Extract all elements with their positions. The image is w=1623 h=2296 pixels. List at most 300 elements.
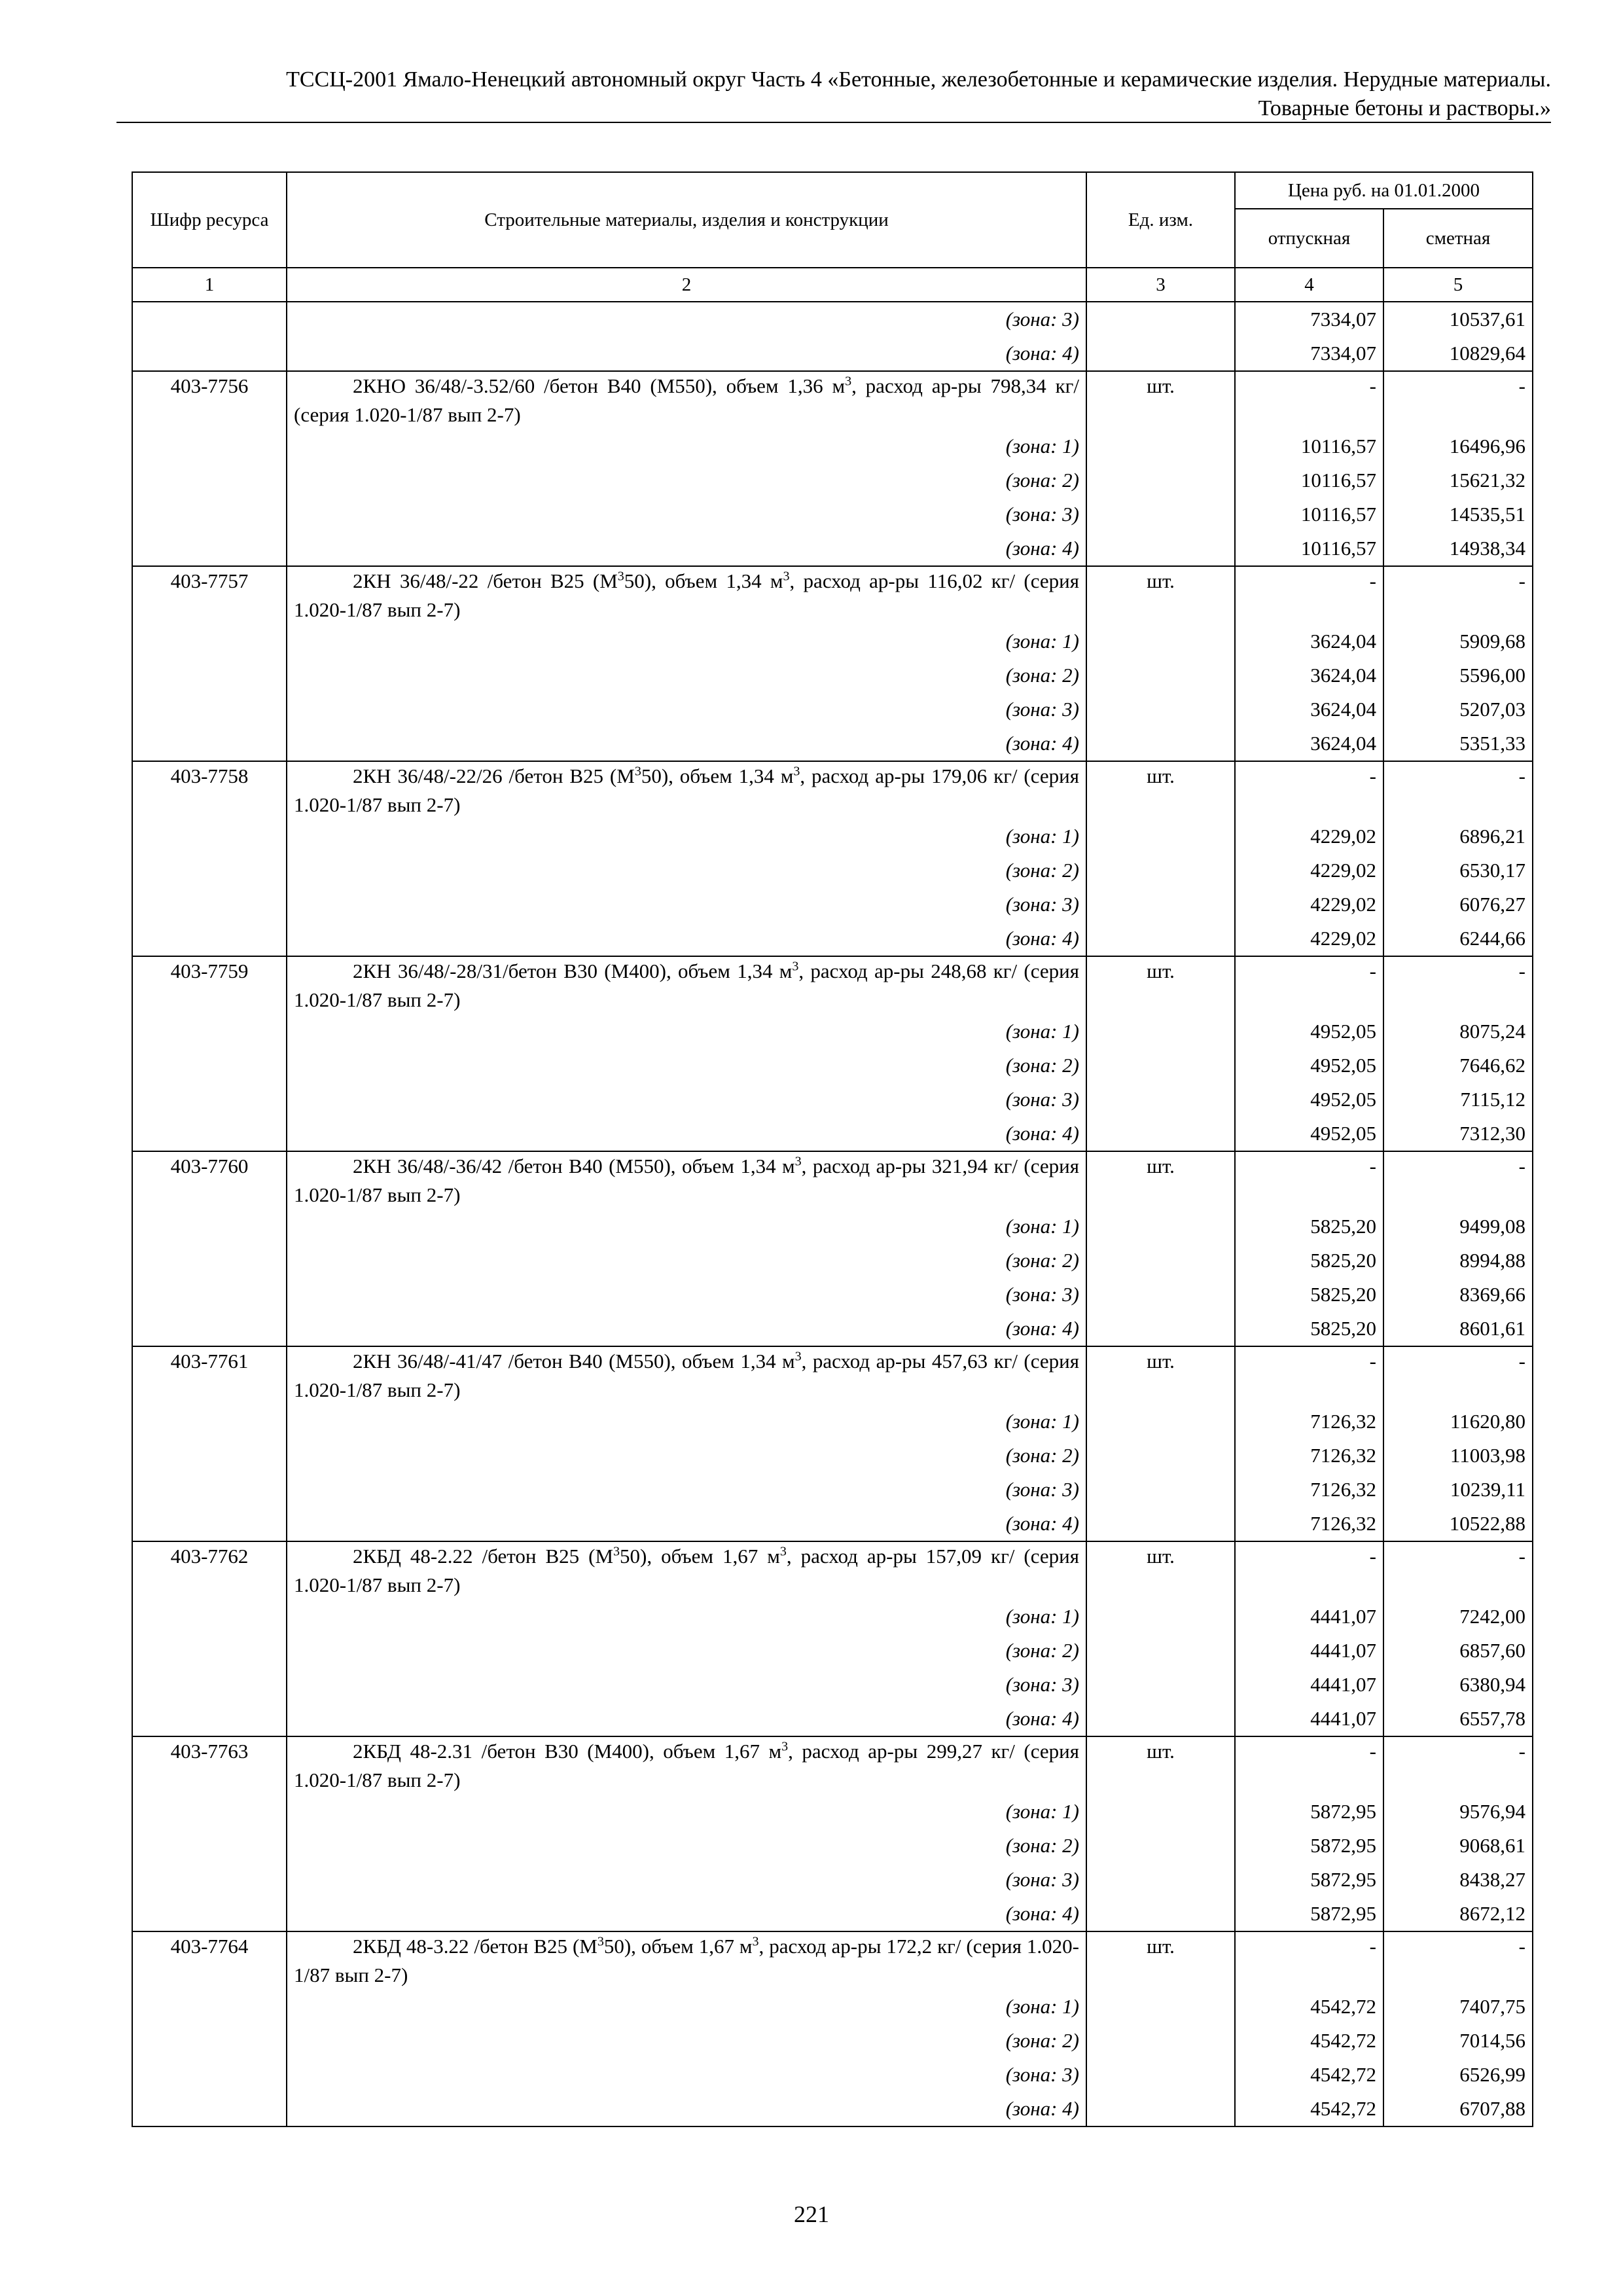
zone-label: (зона: 3): [287, 888, 1086, 922]
zone-label: (зона: 2): [287, 2024, 1086, 2058]
table-row: [132, 1990, 1533, 2024]
resource-code: 403-7762: [132, 1541, 287, 1600]
unit-cell: [1086, 1795, 1235, 1829]
unit-cell: [1086, 2024, 1235, 2058]
table-row: [132, 429, 1533, 463]
table-row: [132, 853, 1533, 888]
zone-label: (зона: 1): [287, 1795, 1086, 1829]
zone-label: (зона: 3): [287, 497, 1086, 531]
table-row: [132, 531, 1533, 566]
material-description: 2КНО 36/48/-3.52/60 /бетон В40 (М550), объем 1,36 $м^3$, расход ар-ры 798,34 кг/ (серия 1.020-1/87 вып 2-7): [287, 371, 1086, 429]
table-row: [132, 658, 1533, 692]
unit-cell: [1086, 1634, 1235, 1668]
zone-label: (зона: 1): [287, 1405, 1086, 1439]
code-cell: [132, 1439, 287, 1473]
release-price: 3624,04: [1235, 692, 1383, 726]
unit-of-measure: шт.: [1086, 1346, 1235, 1405]
table-row: [132, 1795, 1533, 1829]
zone-label: (зона: 4): [287, 531, 1086, 566]
zone-label: (зона: 2): [287, 1634, 1086, 1668]
material-description: 2КБД 48-2.31 /бетон В30 (М400), объем 1,67 $м^3$, расход ар-ры 299,27 кг/ (серия 1.020-1/87 вып 2-7): [287, 1736, 1086, 1795]
code-cell: [132, 1829, 287, 1863]
material-description: 2КБД 48-3.22 /бетон В25 $(М^350)$, объем 1,67 $м^3$, расход ар-ры 172,2 кг/ (серия 1.020-1/87 вып 2-7): [287, 1931, 1086, 1990]
header-estimate-price: сметная: [1383, 209, 1533, 268]
code-cell: [132, 1668, 287, 1702]
unit-cell: [1086, 429, 1235, 463]
table-row: [132, 566, 1533, 624]
release-price: 5825,20: [1235, 1244, 1383, 1278]
zone-label: (зона: 2): [287, 1829, 1086, 1863]
release-price: -: [1235, 1931, 1383, 1990]
estimate-price: 8369,66: [1383, 1278, 1533, 1312]
zone-label: (зона: 1): [287, 1210, 1086, 1244]
estimate-price: 7115,12: [1383, 1083, 1533, 1117]
zone-label: (зона: 3): [287, 302, 1086, 336]
zone-label: (зона: 1): [287, 429, 1086, 463]
release-price: 4542,72: [1235, 2024, 1383, 2058]
header-unit: Ед. изм.: [1086, 172, 1235, 268]
unit-of-measure: шт.: [1086, 956, 1235, 1014]
estimate-price: 5207,03: [1383, 692, 1533, 726]
table-row: [132, 463, 1533, 497]
estimate-price: 7242,00: [1383, 1600, 1533, 1634]
unit-cell: [1086, 658, 1235, 692]
zone-label: (зона: 3): [287, 692, 1086, 726]
table-row: [132, 2058, 1533, 2092]
resource-code: 403-7756: [132, 371, 287, 429]
estimate-price: 8438,27: [1383, 1863, 1533, 1897]
release-price: 5872,95: [1235, 1829, 1383, 1863]
header-rule: [116, 122, 1551, 123]
table-row: [132, 819, 1533, 853]
table-row: [132, 2024, 1533, 2058]
code-cell: [132, 1702, 287, 1736]
material-description: 2КН 36/48/-41/47 /бетон В40 (М550), объем 1,34 $м^3$, расход ар-ры 457,63 кг/ (серия 1.020-1/87 вып 2-7): [287, 1346, 1086, 1405]
table-row: [132, 371, 1533, 429]
zone-label: (зона: 2): [287, 463, 1086, 497]
unit-cell: [1086, 819, 1235, 853]
unit-cell: [1086, 1117, 1235, 1151]
estimate-price: 9068,61: [1383, 1829, 1533, 1863]
release-price: 7334,07: [1235, 302, 1383, 336]
estimate-price: -: [1383, 1736, 1533, 1795]
release-price: 10116,57: [1235, 531, 1383, 566]
estimate-price: 5351,33: [1383, 726, 1533, 761]
release-price: 7126,32: [1235, 1507, 1383, 1541]
zone-label: (зона: 4): [287, 336, 1086, 371]
release-price: 3624,04: [1235, 658, 1383, 692]
release-price: 4441,07: [1235, 1668, 1383, 1702]
code-cell: [132, 302, 287, 336]
zone-label: (зона: 2): [287, 658, 1086, 692]
estimate-price: 6076,27: [1383, 888, 1533, 922]
release-price: 3624,04: [1235, 624, 1383, 658]
estimate-price: 6526,99: [1383, 2058, 1533, 2092]
release-price: 5872,95: [1235, 1795, 1383, 1829]
release-price: 4229,02: [1235, 888, 1383, 922]
code-cell: [132, 1117, 287, 1151]
code-cell: [132, 1473, 287, 1507]
code-cell: [132, 1312, 287, 1346]
release-price: -: [1235, 761, 1383, 819]
unit-cell: [1086, 2058, 1235, 2092]
table-row: [132, 1405, 1533, 1439]
code-cell: [132, 624, 287, 658]
zone-label: (зона: 4): [287, 1897, 1086, 1931]
unit-cell: [1086, 1405, 1235, 1439]
release-price: -: [1235, 1736, 1383, 1795]
release-price: 4229,02: [1235, 853, 1383, 888]
code-cell: [132, 2024, 287, 2058]
release-price: -: [1235, 566, 1383, 624]
release-price: 4952,05: [1235, 1117, 1383, 1151]
table-row: [132, 726, 1533, 761]
estimate-price: 6380,94: [1383, 1668, 1533, 1702]
estimate-price: -: [1383, 761, 1533, 819]
release-price: 10116,57: [1235, 429, 1383, 463]
header-release-price: отпускная: [1235, 209, 1383, 268]
table-row: [132, 2092, 1533, 2126]
code-cell: [132, 1863, 287, 1897]
estimate-price: 5909,68: [1383, 624, 1533, 658]
code-cell: [132, 1014, 287, 1049]
code-cell: [132, 1600, 287, 1634]
table-row: [132, 1278, 1533, 1312]
estimate-price: 9576,94: [1383, 1795, 1533, 1829]
code-cell: [132, 336, 287, 371]
unit-of-measure: шт.: [1086, 1151, 1235, 1210]
table-row: [132, 1600, 1533, 1634]
zone-label: (зона: 4): [287, 726, 1086, 761]
column-number: 4: [1235, 268, 1383, 302]
table-body: [132, 302, 1533, 2126]
release-price: 4542,72: [1235, 2092, 1383, 2126]
unit-of-measure: шт.: [1086, 371, 1235, 429]
table-row: [132, 1863, 1533, 1897]
code-cell: [132, 658, 287, 692]
unit-cell: [1086, 726, 1235, 761]
zone-label: (зона: 3): [287, 1278, 1086, 1312]
resource-code: 403-7759: [132, 956, 287, 1014]
release-price: 7126,32: [1235, 1473, 1383, 1507]
unit-cell: [1086, 922, 1235, 956]
table-row: [132, 1151, 1533, 1210]
table-row: [132, 336, 1533, 371]
estimate-price: 10522,88: [1383, 1507, 1533, 1541]
table-row: [132, 1507, 1533, 1541]
code-cell: [132, 1990, 287, 2024]
code-cell: [132, 819, 287, 853]
zone-label: (зона: 4): [287, 2092, 1086, 2126]
unit-of-measure: шт.: [1086, 566, 1235, 624]
release-price: 4952,05: [1235, 1083, 1383, 1117]
header-price-group: Цена руб. на 01.01.2000: [1235, 172, 1533, 209]
running-header-line-2: Товарные бетоны и растворы.»: [1258, 96, 1551, 120]
release-price: 4952,05: [1235, 1014, 1383, 1049]
material-description: 2КН 36/48/-22/26 /бетон В25 $(М^350)$, объем 1,34 $м^3$, расход ар-ры 179,06 кг/ (серия 1.020-1/87 вып 2-7): [287, 761, 1086, 819]
table-row: [132, 302, 1533, 336]
table-row: [132, 1931, 1533, 1990]
estimate-price: 8672,12: [1383, 1897, 1533, 1931]
price-table: [132, 171, 1533, 2127]
table-row: [132, 1829, 1533, 1863]
unit-cell: [1086, 1668, 1235, 1702]
table-row: [132, 1083, 1533, 1117]
table-row: [132, 1014, 1533, 1049]
release-price: 4542,72: [1235, 2058, 1383, 2092]
resource-code: 403-7761: [132, 1346, 287, 1405]
table-row: [132, 1439, 1533, 1473]
unit-cell: [1086, 1049, 1235, 1083]
estimate-price: -: [1383, 1346, 1533, 1405]
table-row: [132, 922, 1533, 956]
code-cell: [132, 1049, 287, 1083]
code-cell: [132, 1795, 287, 1829]
estimate-price: 6557,78: [1383, 1702, 1533, 1736]
column-number: 2: [287, 268, 1086, 302]
running-header-line-1: ТССЦ-2001 Ямало-Ненецкий автономный округ Часть 4 «Бетонные, железобетонные и керамические изделия. Нерудные материалы.: [286, 67, 1551, 92]
unit-cell: [1086, 1507, 1235, 1541]
table-row: [132, 1736, 1533, 1795]
table-row: [132, 1244, 1533, 1278]
estimate-price: 8601,61: [1383, 1312, 1533, 1346]
estimate-price: -: [1383, 371, 1533, 429]
unit-cell: [1086, 853, 1235, 888]
release-price: -: [1235, 1151, 1383, 1210]
material-description: 2КБД 48-2.22 /бетон В25 $(М^350)$, объем 1,67 $м^3$, расход ар-ры 157,09 кг/ (серия 1.020-1/87 вып 2-7): [287, 1541, 1086, 1600]
table-row: [132, 692, 1533, 726]
zone-label: (зона: 2): [287, 1439, 1086, 1473]
estimate-price: 16496,96: [1383, 429, 1533, 463]
estimate-price: 6707,88: [1383, 2092, 1533, 2126]
unit-cell: [1086, 1702, 1235, 1736]
code-cell: [132, 1634, 287, 1668]
unit-of-measure: шт.: [1086, 1931, 1235, 1990]
unit-cell: [1086, 2092, 1235, 2126]
code-cell: [132, 531, 287, 566]
release-price: 10116,57: [1235, 497, 1383, 531]
release-price: -: [1235, 956, 1383, 1014]
header-name: Строительные материалы, изделия и конструкции: [287, 172, 1086, 268]
estimate-price: -: [1383, 566, 1533, 624]
estimate-price: -: [1383, 956, 1533, 1014]
code-cell: [132, 1507, 287, 1541]
unit-of-measure: шт.: [1086, 1541, 1235, 1600]
unit-cell: [1086, 1083, 1235, 1117]
running-header: [111, 65, 1551, 123]
table-row: [132, 956, 1533, 1014]
unit-cell: [1086, 1312, 1235, 1346]
zone-label: (зона: 2): [287, 1049, 1086, 1083]
zone-label: (зона: 1): [287, 1990, 1086, 2024]
estimate-price: 11003,98: [1383, 1439, 1533, 1473]
table-row: [132, 888, 1533, 922]
table-row: [132, 1541, 1533, 1600]
zone-label: (зона: 1): [287, 819, 1086, 853]
release-price: 4441,07: [1235, 1600, 1383, 1634]
estimate-price: 11620,80: [1383, 1405, 1533, 1439]
unit-cell: [1086, 336, 1235, 371]
estimate-price: 7646,62: [1383, 1049, 1533, 1083]
resource-code: 403-7760: [132, 1151, 287, 1210]
table-row: [132, 1117, 1533, 1151]
release-price: 3624,04: [1235, 726, 1383, 761]
table-row: [132, 1634, 1533, 1668]
estimate-price: 6857,60: [1383, 1634, 1533, 1668]
code-cell: [132, 1278, 287, 1312]
table-row: [132, 761, 1533, 819]
zone-label: (зона: 1): [287, 1600, 1086, 1634]
zone-label: (зона: 1): [287, 624, 1086, 658]
table-row: [132, 1346, 1533, 1405]
unit-cell: [1086, 302, 1235, 336]
zone-label: (зона: 4): [287, 922, 1086, 956]
release-price: 5825,20: [1235, 1312, 1383, 1346]
code-cell: [132, 463, 287, 497]
table-row: [132, 1473, 1533, 1507]
column-number: 3: [1086, 268, 1235, 302]
unit-cell: [1086, 1210, 1235, 1244]
table-row: [132, 1049, 1533, 1083]
resource-code: 403-7757: [132, 566, 287, 624]
estimate-price: 10829,64: [1383, 336, 1533, 371]
release-price: 7334,07: [1235, 336, 1383, 371]
code-cell: [132, 888, 287, 922]
unit-cell: [1086, 1897, 1235, 1931]
unit-cell: [1086, 1439, 1235, 1473]
unit-cell: [1086, 1278, 1235, 1312]
estimate-price: 14938,34: [1383, 531, 1533, 566]
table-row: [132, 1702, 1533, 1736]
estimate-price: 7312,30: [1383, 1117, 1533, 1151]
estimate-price: 6530,17: [1383, 853, 1533, 888]
estimate-price: 5596,00: [1383, 658, 1533, 692]
estimate-price: 7014,56: [1383, 2024, 1533, 2058]
header-code: Шифр ресурса: [132, 172, 287, 268]
estimate-price: 10537,61: [1383, 302, 1533, 336]
code-cell: [132, 1405, 287, 1439]
unit-cell: [1086, 1990, 1235, 2024]
estimate-price: 8994,88: [1383, 1244, 1533, 1278]
unit-cell: [1086, 463, 1235, 497]
release-price: 4229,02: [1235, 922, 1383, 956]
zone-label: (зона: 3): [287, 1668, 1086, 1702]
estimate-price: 6896,21: [1383, 819, 1533, 853]
release-price: 10116,57: [1235, 463, 1383, 497]
code-cell: [132, 1897, 287, 1931]
zone-label: (зона: 4): [287, 1117, 1086, 1151]
release-price: 5872,95: [1235, 1897, 1383, 1931]
release-price: 4229,02: [1235, 819, 1383, 853]
zone-label: (зона: 4): [287, 1507, 1086, 1541]
unit-of-measure: шт.: [1086, 1736, 1235, 1795]
zone-label: (зона: 3): [287, 1473, 1086, 1507]
zone-label: (зона: 3): [287, 1863, 1086, 1897]
table-row: [132, 497, 1533, 531]
code-cell: [132, 429, 287, 463]
zone-label: (зона: 1): [287, 1014, 1086, 1049]
release-price: -: [1235, 371, 1383, 429]
unit-cell: [1086, 1473, 1235, 1507]
zone-label: (зона: 2): [287, 1244, 1086, 1278]
unit-cell: [1086, 624, 1235, 658]
resource-code: 403-7758: [132, 761, 287, 819]
release-price: 4441,07: [1235, 1702, 1383, 1736]
unit-cell: [1086, 1863, 1235, 1897]
zone-label: (зона: 4): [287, 1312, 1086, 1346]
unit-cell: [1086, 888, 1235, 922]
unit-cell: [1086, 497, 1235, 531]
release-price: 5825,20: [1235, 1210, 1383, 1244]
code-cell: [132, 2092, 287, 2126]
code-cell: [132, 922, 287, 956]
code-cell: [132, 2058, 287, 2092]
unit-cell: [1086, 1014, 1235, 1049]
unit-cell: [1086, 1600, 1235, 1634]
unit-of-measure: шт.: [1086, 761, 1235, 819]
code-cell: [132, 1083, 287, 1117]
material-description: 2КН 36/48/-28/31/бетон В30 (М400), объем 1,34 $м^3$, расход ар-ры 248,68 кг/ (серия 1.020-1/87 вып 2-7): [287, 956, 1086, 1014]
material-description: 2КН 36/48/-36/42 /бетон В40 (М550), объем 1,34 $м^3$, расход ар-ры 321,94 кг/ (серия 1.020-1/87 вып 2-7): [287, 1151, 1086, 1210]
material-description: 2КН 36/48/-22 /бетон В25 $(М^350)$, объем 1,34 $м^3$, расход ар-ры 116,02 кг/ (серия 1.020-1/87 вып 2-7): [287, 566, 1086, 624]
estimate-price: 7407,75: [1383, 1990, 1533, 2024]
zone-label: (зона: 3): [287, 1083, 1086, 1117]
table-row: [132, 1210, 1533, 1244]
page-number: 221: [794, 2201, 829, 2227]
code-cell: [132, 1210, 287, 1244]
code-cell: [132, 692, 287, 726]
release-price: 5825,20: [1235, 1278, 1383, 1312]
unit-cell: [1086, 692, 1235, 726]
resource-code: 403-7764: [132, 1931, 287, 1990]
release-price: 7126,32: [1235, 1439, 1383, 1473]
code-cell: [132, 726, 287, 761]
release-price: 4542,72: [1235, 1990, 1383, 2024]
release-price: 4441,07: [1235, 1634, 1383, 1668]
estimate-price: 10239,11: [1383, 1473, 1533, 1507]
estimate-price: 14535,51: [1383, 497, 1533, 531]
zone-label: (зона: 4): [287, 1702, 1086, 1736]
release-price: -: [1235, 1346, 1383, 1405]
table-row: [132, 1897, 1533, 1931]
unit-cell: [1086, 1244, 1235, 1278]
zone-label: (зона: 2): [287, 853, 1086, 888]
release-price: -: [1235, 1541, 1383, 1600]
zone-label: (зона: 3): [287, 2058, 1086, 2092]
code-cell: [132, 1244, 287, 1278]
column-number: 1: [132, 268, 287, 302]
estimate-price: 6244,66: [1383, 922, 1533, 956]
resource-code: 403-7763: [132, 1736, 287, 1795]
unit-cell: [1086, 1829, 1235, 1863]
estimate-price: 9499,08: [1383, 1210, 1533, 1244]
code-cell: [132, 853, 287, 888]
table-row: [132, 624, 1533, 658]
code-cell: [132, 497, 287, 531]
table-row: [132, 1312, 1533, 1346]
estimate-price: 8075,24: [1383, 1014, 1533, 1049]
release-price: 4952,05: [1235, 1049, 1383, 1083]
estimate-price: -: [1383, 1151, 1533, 1210]
estimate-price: 15621,32: [1383, 463, 1533, 497]
release-price: 7126,32: [1235, 1405, 1383, 1439]
release-price: 5872,95: [1235, 1863, 1383, 1897]
column-number: 5: [1383, 268, 1533, 302]
estimate-price: -: [1383, 1541, 1533, 1600]
unit-cell: [1086, 531, 1235, 566]
estimate-price: -: [1383, 1931, 1533, 1990]
table-row: [132, 1668, 1533, 1702]
